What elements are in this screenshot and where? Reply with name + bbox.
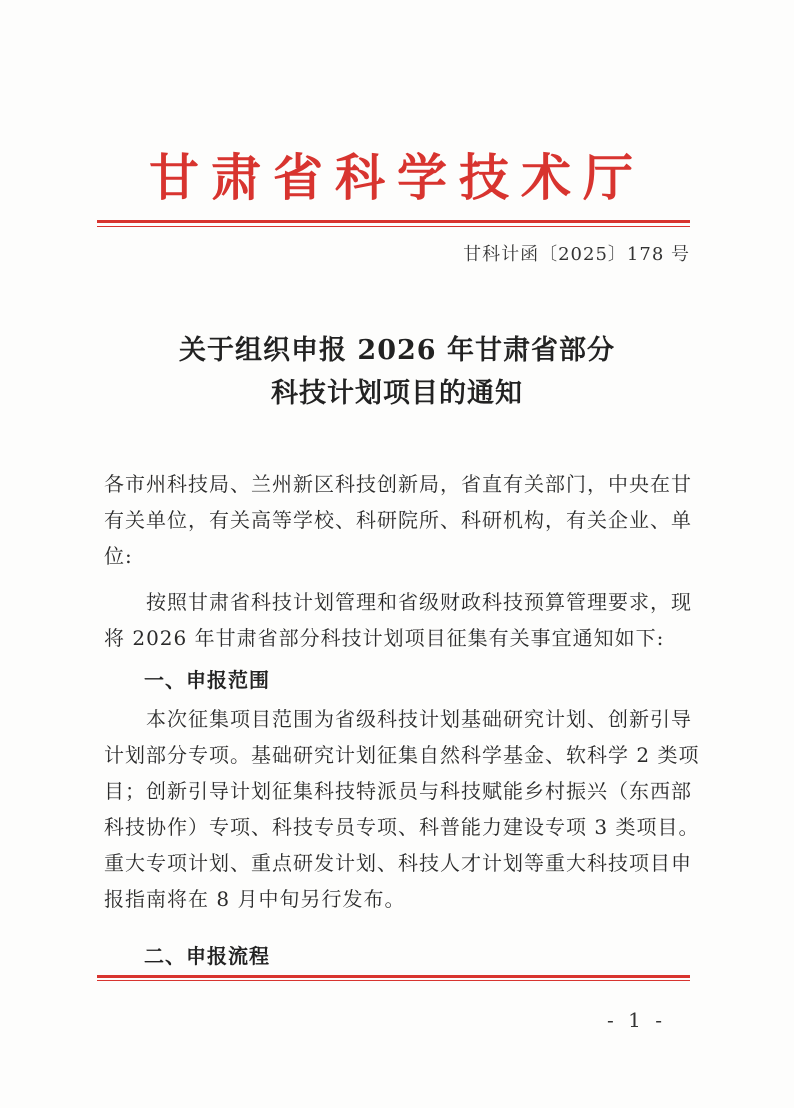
intro-line: 按照甘肃省科技计划管理和省级财政科技预算管理要求，现 (104, 590, 692, 614)
section2-heading: 二、申报流程 (144, 944, 270, 968)
section1-paragraph (104, 701, 700, 917)
section1-line: 科技协作）专项、科技专员专项、科普能力建设专项 3 类项目。 (104, 815, 700, 839)
section1-line: 报指南将在 8 月中旬另行发布。 (104, 887, 406, 911)
section1-line: 本次征集项目范围为省级科技计划基础研究计划、创新引导 (104, 707, 692, 731)
addressee-paragraph (104, 466, 696, 574)
section1-heading: 一、申报范围 (144, 668, 270, 692)
addressee-line: 位: (104, 544, 133, 568)
notice-title-line2: 科技计划项目的通知 (271, 378, 523, 409)
document-number: 甘科计函〔2025〕178 号 (463, 244, 690, 265)
notice-title-line1: 关于组织申报 2026 年甘肃省部分 (179, 335, 615, 366)
footer-red-rule (97, 975, 690, 978)
intro-line: 将 2026 年甘肃省部分科技计划项目征集有关事宜通知如下: (104, 626, 665, 650)
header-red-rule (97, 220, 690, 223)
header-red-rule-thin (97, 226, 690, 227)
footer-red-rule-thin (97, 980, 690, 981)
agency-name-header: 甘肃省科学技术厅 (149, 148, 645, 207)
page-number: - 1 - (607, 1008, 666, 1032)
addressee-line: 有关单位，有关高等学校、科研院所、科研机构，有关企业、单 (104, 508, 692, 532)
addressee-line: 各市州科技局、兰州新区科技创新局，省直有关部门，中央在甘 (104, 472, 692, 496)
section1-line: 目；创新引导计划征集科技特派员与科技赋能乡村振兴（东西部 (104, 779, 692, 803)
section1-line: 重大专项计划、重点研发计划、科技人才计划等重大科技项目申 (104, 851, 692, 875)
intro-paragraph (104, 584, 696, 656)
section1-line: 计划部分专项。基础研究计划征集自然科学基金、软科学 2 类项 (104, 743, 700, 767)
